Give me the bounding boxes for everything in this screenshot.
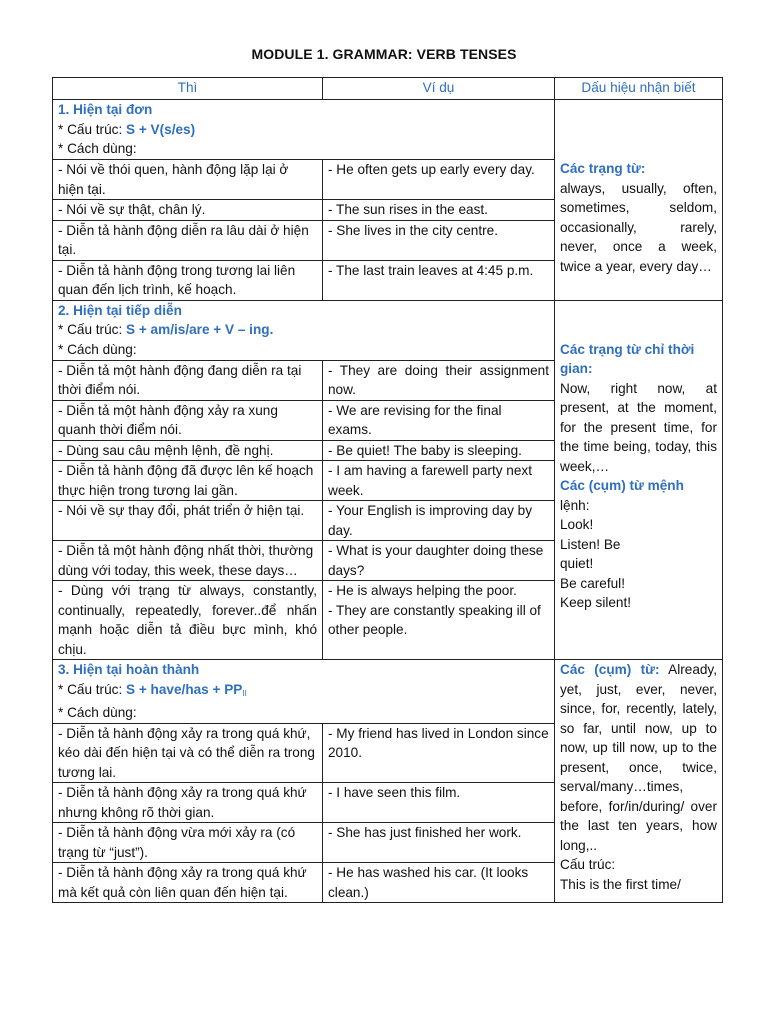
- column-header-tense: Thì: [53, 78, 323, 100]
- signs-structure-text: This is the first time/: [560, 876, 681, 892]
- usage-cell: - Diễn tả hành động diễn ra lâu dài ở hiện tại.: [53, 220, 323, 260]
- signs-words: Already, yet, just, ever, never, since, for, recently, lately, so far, until now, up to now, up till now, up to the present, once, twice, serval/many…times, before, for/in/during/ over the last ten years, how long,..: [560, 662, 717, 853]
- section-heading-row: [53, 660, 723, 724]
- example-cell: - She has just finished her work.: [323, 823, 555, 863]
- usage-cell: - Nói về sự thật, chân lý.: [53, 200, 323, 221]
- structure-formula: S + am/is/are + V – ing.: [126, 322, 274, 337]
- signs-cell: [555, 300, 723, 660]
- example-cell: - What is your daughter doing these days?: [323, 541, 555, 581]
- signs-label: Các (cụm) từ mệnh: [560, 478, 684, 493]
- section-heading-cell: [53, 100, 555, 160]
- signs-cell: [555, 660, 723, 903]
- structure-subscript: II: [242, 688, 247, 698]
- section-heading-row: [53, 100, 723, 160]
- structure-label: * Cấu trúc:: [58, 681, 126, 697]
- structure-line: [58, 680, 549, 704]
- structure-label: * Cấu trúc:: [58, 322, 126, 337]
- example-cell: - We are revising for the final exams.: [323, 400, 555, 440]
- section-heading-cell: [53, 660, 555, 724]
- usage-label: * Cách dùng:: [58, 141, 137, 156]
- usage-cell: - Diễn tả hành động xảy ra trong quá khứ mà kết quả còn liên quan đến hiện tại.: [53, 863, 323, 903]
- signs-text: [560, 660, 717, 855]
- structure-label: * Cấu trúc:: [58, 121, 126, 137]
- signs-label: Các trạng từ chỉ thời gian:: [560, 341, 695, 376]
- section-title: 3. Hiện tại hoàn thành: [58, 662, 200, 677]
- example-cell: - The sun rises in the east.: [323, 200, 555, 221]
- structure-formula: S + have/has + PP: [126, 681, 243, 697]
- structure-line: [58, 120, 549, 140]
- signs-line: Listen! Be: [560, 536, 621, 552]
- usage-cell: - Diễn tả hành động xảy ra trong quá khứ, kéo dài đến hiện tại và có thể diễn ra trong tương lai.: [53, 723, 323, 783]
- signs-line: quiet!: [560, 556, 594, 571]
- document-title: MODULE 1. GRAMMAR: VERB TENSES: [251, 46, 517, 62]
- example-cell: - He often gets up early every day.: [323, 160, 555, 200]
- signs-line: occasionally, rarely,: [560, 219, 717, 235]
- usage-label: * Cách dùng:: [58, 341, 137, 357]
- tenses-table: [52, 77, 723, 903]
- structure-formula: S + V(s/es): [126, 121, 196, 137]
- example-cell: - My friend has lived in London since 2010.: [323, 723, 555, 783]
- signs-label: Các (cụm) từ:: [560, 662, 660, 677]
- signs-line: Keep silent!: [560, 595, 632, 610]
- section-heading-row: [53, 300, 723, 360]
- usage-cell: - Diễn tả hành động đã được lên kế hoạch thực hiện trong tương lai gần.: [53, 461, 323, 501]
- signs-label: Các trạng từ:: [560, 161, 646, 176]
- example-cell: - They are doing their assignment now.: [323, 360, 555, 400]
- example-cell: - She lives in the city centre.: [323, 220, 555, 260]
- signs-structure-label: Cấu trúc:: [560, 857, 616, 872]
- signs-line: never, once a week,: [560, 239, 717, 254]
- signs-line: always, usually, often,: [560, 180, 717, 196]
- signs-line: lệnh:: [560, 497, 590, 513]
- signs-text: Now, right now, at present, at the moment, for the present time, for the time being, today, this week,…: [560, 380, 717, 474]
- usage-cell: - Diễn tả hành động vừa mới xảy ra (có trạng từ “just”).: [53, 823, 323, 863]
- section-heading-cell: [53, 300, 555, 360]
- table-header-row: [53, 78, 723, 100]
- example-cell: - Your English is improving day by day.: [323, 501, 555, 541]
- example-cell: - He has washed his car. (It looks clean.): [323, 863, 555, 903]
- column-header-example: Ví dụ: [323, 78, 555, 100]
- usage-label: * Cách dùng:: [58, 705, 137, 720]
- example-cell: - I am having a farewell party next week.: [323, 461, 555, 501]
- usage-cell: - Diễn tả hành động xảy ra trong quá khứ nhưng không rõ thời gian.: [53, 783, 323, 823]
- usage-cell: - Nói về sự thay đổi, phát triển ở hiện tại.: [53, 501, 323, 541]
- usage-cell: - Dùng sau câu mệnh lệnh, đề nghị.: [53, 440, 323, 461]
- signs-cell: [555, 100, 723, 301]
- usage-cell: - Diễn tả một hành động xảy ra xung quanh thời điểm nói.: [53, 400, 323, 440]
- usage-cell: - Nói về thói quen, hành động lặp lại ở hiện tại.: [53, 160, 323, 200]
- usage-cell: - Dùng với trạng từ always, constantly, continually, repeatedly, forever..để nhấn mạnh hoặc diễn tả điều bực mình, khó chịu.: [53, 581, 323, 660]
- usage-cell: - Diễn tả một hành động đang diễn ra tại thời điểm nói.: [53, 360, 323, 400]
- example-line: - He is always helping the poor.: [328, 583, 517, 598]
- signs-line: Look!: [560, 517, 594, 532]
- example-line: - They are constantly speaking ill of other people.: [328, 602, 541, 637]
- example-cell: [323, 581, 555, 660]
- structure-line: [58, 320, 549, 340]
- example-cell: - The last train leaves at 4:45 p.m.: [323, 260, 555, 300]
- signs-line: Be careful!: [560, 575, 625, 591]
- signs-line: sometimes, seldom,: [560, 200, 717, 215]
- section-title: 1. Hiện tại đơn: [58, 102, 153, 117]
- signs-line: twice a year, every day…: [560, 258, 712, 274]
- example-cell: - I have seen this film.: [323, 783, 555, 823]
- example-cell: - Be quiet! The baby is sleeping.: [323, 440, 555, 461]
- section-title: 2. Hiện tại tiếp diễn: [58, 302, 182, 318]
- usage-cell: - Diễn tả hành động trong tương lai liên quan đến lịch trình, kế hoạch.: [53, 260, 323, 300]
- usage-cell: - Diễn tả một hành động nhất thời, thường dùng với today, this week, these days…: [53, 541, 323, 581]
- column-header-signs: Dấu hiệu nhận biết: [555, 78, 723, 100]
